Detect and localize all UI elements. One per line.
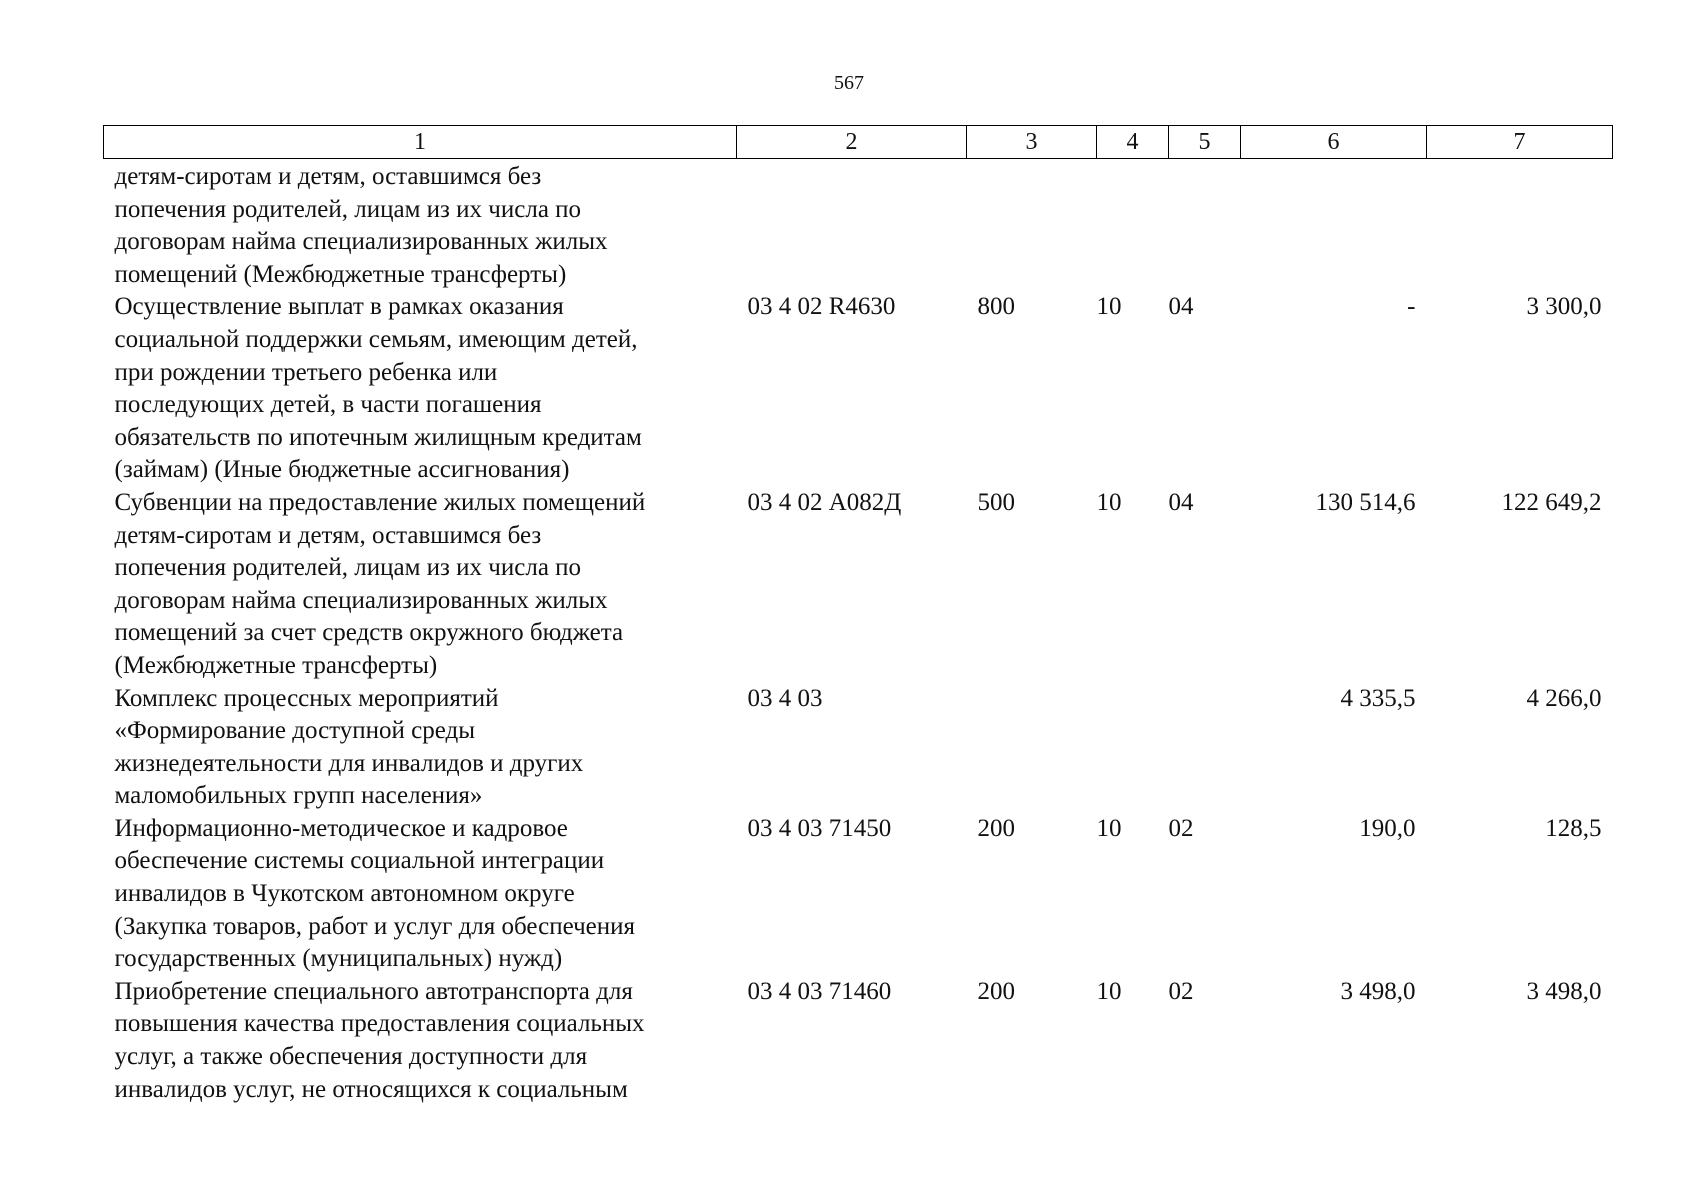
row-description [104, 683, 737, 813]
header-row [104, 126, 1613, 159]
amount-col-7: 4 266,0 [1526, 684, 1602, 712]
column-header: 6 [1241, 126, 1427, 159]
subsection-code: 04 [1168, 488, 1194, 516]
section-code: 10 [1096, 293, 1122, 321]
amount-col-6: 130 514,6 [1315, 488, 1416, 516]
description-line: детям-сиротам и детям, оставшимся без [114, 521, 542, 549]
amount-col-6 [1241, 159, 1427, 292]
description-line: Информационно-методическое и кадровое [114, 814, 568, 842]
subsection-code: 02 [1168, 977, 1194, 1005]
table-row [104, 291, 1613, 487]
row-description [104, 291, 737, 487]
section-code [1097, 159, 1169, 292]
subsection-code [1169, 159, 1241, 292]
column-header: 1 [104, 126, 737, 159]
page-number: 567 [834, 72, 864, 94]
amount-col-7: 128,5 [1545, 814, 1602, 842]
description-line: Комплекс процессных мероприятий [114, 684, 499, 712]
expense-type-code [967, 683, 1097, 813]
row-description [104, 813, 737, 976]
row-description [104, 159, 737, 292]
description-line: при рождении третьего ребенка или [114, 358, 498, 386]
description-line: инвалидов в Чукотском автономном округе [114, 880, 575, 908]
target-article-code: 03 4 03 71460 [747, 977, 892, 1005]
column-header: 7 [1427, 126, 1613, 159]
description-line: попечения родителей, лицам из их числа по [114, 195, 582, 223]
description-line: (Закупка товаров, работ и услуг для обеспечения [114, 912, 635, 940]
description-line: социальной поддержки семьям, имеющим детей, [114, 325, 638, 353]
table-row [104, 976, 1613, 1106]
amount-col-6: 4 335,5 [1340, 684, 1416, 712]
section-code: 10 [1096, 814, 1122, 842]
description-line: государственных (муниципальных) нужд) [114, 945, 563, 973]
description-line: Осуществление выплат в рамках оказания [114, 293, 564, 321]
description-line: «Формирование доступной среды [114, 717, 476, 745]
section-code [1097, 683, 1169, 813]
description-line: повышения качества предоставления социальных [114, 1010, 645, 1038]
amount-col-7: 3 498,0 [1526, 977, 1602, 1005]
target-article-code: 03 4 03 71450 [747, 814, 892, 842]
amount-col-6: 190,0 [1359, 814, 1416, 842]
amount-col-7: 122 649,2 [1501, 488, 1602, 516]
description-line: обеспечение системы социальной интеграции [114, 847, 605, 875]
section-code: 10 [1096, 488, 1122, 516]
description-line: услуг, а также обеспечения доступности для [114, 1043, 588, 1071]
target-article-code [737, 159, 967, 292]
column-header: 2 [737, 126, 967, 159]
table-row [104, 487, 1613, 683]
target-article-code: 03 4 03 [747, 684, 823, 712]
column-header: 3 [967, 126, 1097, 159]
expense-type-code: 200 [977, 977, 1015, 1005]
expense-type-code [967, 159, 1097, 292]
description-line: последующих детей, в части погашения [114, 391, 542, 419]
expense-type-code: 500 [977, 488, 1015, 516]
subsection-code: 04 [1168, 293, 1194, 321]
description-line: помещений за счет средств окружного бюджета [114, 619, 624, 647]
row-description [104, 976, 737, 1106]
description-line: маломобильных групп населения» [114, 782, 483, 810]
description-line: помещений (Межбюджетные трансферты) [114, 260, 567, 288]
description-line: договорам найма специализированных жилых [114, 586, 608, 614]
description-line: Приобретение специального автотранспорта для [114, 977, 633, 1005]
table-row [104, 813, 1613, 976]
section-code: 10 [1096, 977, 1122, 1005]
amount-col-6: 3 498,0 [1340, 977, 1416, 1005]
description-line: детям-сиротам и детям, оставшимся без [114, 163, 542, 190]
target-article-code: 03 4 02 А082Д [747, 488, 902, 516]
description-line: (займам) (Иные бюджетные ассигнования) [114, 456, 570, 484]
description-line: договорам найма специализированных жилых [114, 228, 608, 256]
description-line: обязательств по ипотечным жилищным кредитам [114, 423, 642, 451]
amount-col-6: - [1407, 293, 1416, 321]
amount-col-7: 3 300,0 [1526, 293, 1602, 321]
description-line: попечения родителей, лицам из их числа по [114, 554, 582, 582]
expense-type-code: 800 [977, 293, 1015, 321]
description-line: (Межбюджетные трансферты) [114, 651, 438, 679]
column-header: 5 [1169, 126, 1241, 159]
row-description [104, 487, 737, 683]
budget-table [103, 125, 1613, 1106]
column-header: 4 [1097, 126, 1169, 159]
subsection-code [1169, 683, 1241, 813]
description-line: Субвенции на предоставление жилых помещений [114, 488, 646, 516]
table-row [104, 683, 1613, 813]
amount-col-7 [1427, 159, 1613, 292]
description-line: инвалидов услуг, не относящихся к социальным [114, 1075, 628, 1103]
expense-type-code: 200 [977, 814, 1015, 842]
subsection-code: 02 [1168, 814, 1194, 842]
target-article-code: 03 4 02 R4630 [747, 293, 896, 321]
table-row [104, 159, 1613, 292]
description-line: жизнедеятельности для инвалидов и других [114, 749, 584, 777]
